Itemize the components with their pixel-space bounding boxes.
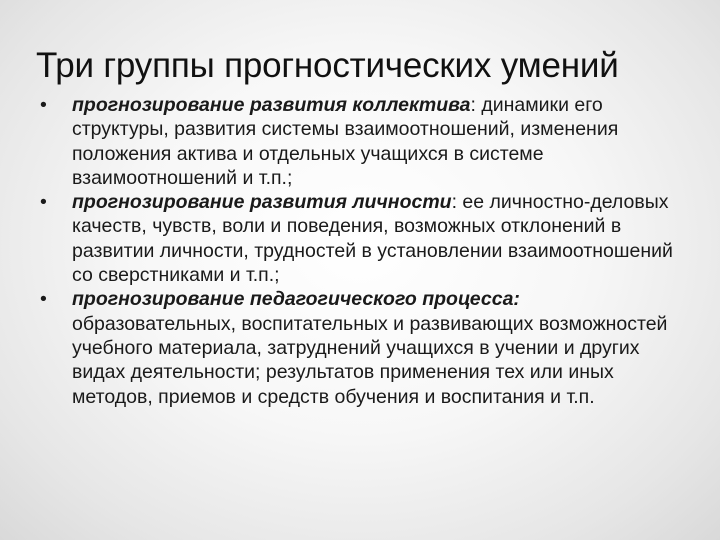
bullet-text: образовательных, воспитательных и развивающих возможностей учебного материала, затруднений учащихся в учении и других видах деятельности; результатов применения тех или иных методов, приемов и средств обучения и воспитания и т.п. [72, 312, 668, 408]
bullet-text: : динамики его структуры, развития системы взаимоотношений, изменения положения актива и отдельных учащихся в системе взаимоотношений и т.п.; [72, 94, 619, 189]
bullet-icon: • [40, 191, 47, 214]
slide-title: Три группы прогностических умений [36, 46, 619, 85]
bullet-item-collective [36, 93, 686, 190]
bullet-term: прогнозирование педагогического процесса: [72, 288, 520, 311]
bullet-list [36, 93, 686, 409]
bullet-item-pedagogical-process [36, 287, 686, 408]
bullet-term: прогнозирование развития личности [72, 191, 452, 214]
bullet-icon: • [40, 288, 47, 311]
bullet-text: : ее личностно-деловых качеств, чувств, воли и поведения, возможных отклонений в развитии личности, трудностей в установлении взаимоотношений со сверстниками и т.п.; [72, 191, 673, 287]
bullet-icon: • [40, 94, 47, 116]
bullet-item-personality [36, 190, 686, 287]
bullet-term: прогнозирование развития коллектива [72, 94, 471, 116]
